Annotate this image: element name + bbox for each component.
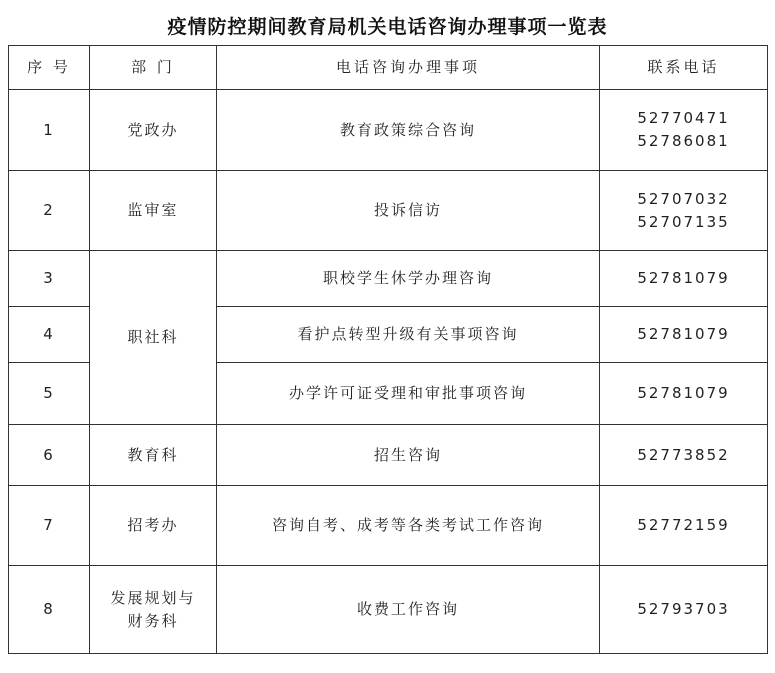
row-phone [600,363,768,425]
document-title: 疫情防控期间教育局机关电话咨询办理事项一览表 [167,16,608,38]
department-line: 发展规划与 [110,588,196,607]
table-row [9,566,768,654]
phone-number: 52770471 [637,109,730,127]
row-index: 3 [9,251,90,307]
table-row [9,251,768,307]
phone-number: 52781079 [637,325,730,343]
row-department: 教育科 [90,425,217,486]
row-phone [600,251,768,307]
row-matter: 招生咨询 [217,425,600,486]
row-phone [600,566,768,654]
row-index: 6 [9,425,90,486]
row-matter: 教育政策综合咨询 [217,90,600,171]
row-matter: 看护点转型升级有关事项咨询 [217,307,600,363]
phone-number: 52773852 [637,445,730,464]
table-row [9,90,768,171]
table-row [9,486,768,566]
row-index: 4 [9,307,90,363]
row-index: 7 [9,486,90,566]
phone-number: 52707032 [637,189,730,208]
row-phone [600,90,768,171]
row-index: 5 [9,363,90,425]
contact-table [8,45,768,654]
department-line: 财务科 [127,611,179,630]
table-row [9,171,768,251]
row-matter: 投诉信访 [217,171,600,251]
phone-number: 52772159 [637,516,730,534]
table-row [9,425,768,486]
row-department: 监审室 [90,171,217,251]
header-index: 序 号 [9,46,90,90]
phone-number: 52786081 [637,132,730,150]
row-matter: 咨询自考、成考等各类考试工作咨询 [217,486,600,566]
row-matter: 职校学生休学办理咨询 [217,251,600,307]
row-department: 招考办 [90,486,217,566]
row-index: 1 [9,90,90,171]
phone-number: 52781079 [637,269,730,287]
row-phone [600,425,768,486]
row-phone [600,171,768,251]
row-index: 8 [9,566,90,654]
header-phone: 联系电话 [600,46,768,90]
row-department: 党政办 [90,90,217,171]
phone-number: 52707135 [637,212,730,231]
header-row [9,46,768,90]
row-department [90,566,217,654]
row-department-merged: 职社科 [90,251,217,425]
header-department: 部 门 [90,46,217,90]
row-phone [600,486,768,566]
row-matter: 收费工作咨询 [217,566,600,654]
row-index: 2 [9,171,90,251]
phone-number: 52793703 [637,600,730,618]
phone-number: 52781079 [637,384,730,402]
header-matter: 电话咨询办理事项 [217,46,600,90]
row-matter: 办学许可证受理和审批事项咨询 [217,363,600,425]
row-phone [600,307,768,363]
